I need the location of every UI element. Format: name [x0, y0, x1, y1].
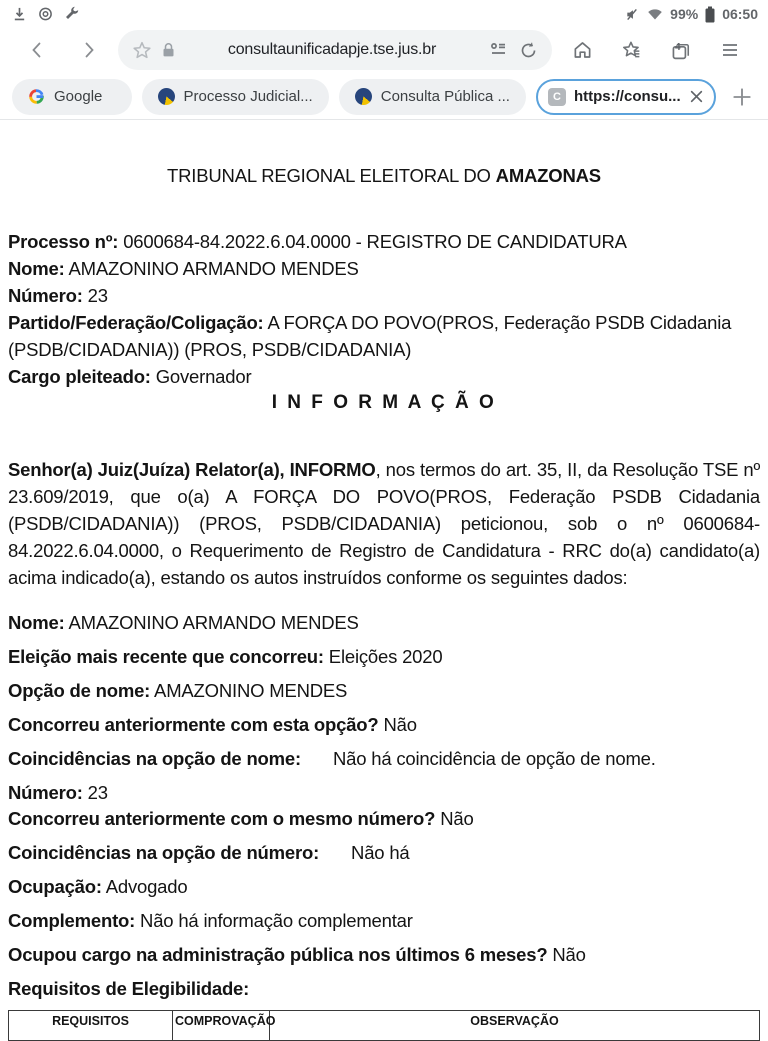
download-icon	[12, 6, 27, 22]
tab-label: https://consu...	[573, 88, 681, 105]
tab-consulta-publica[interactable]	[339, 79, 526, 115]
c-favicon: C	[548, 88, 566, 106]
process-header	[8, 228, 760, 390]
browser-toolbar	[0, 26, 768, 74]
field-cargo: Cargo pleiteado: Governador	[8, 366, 252, 387]
wrench-icon	[64, 6, 80, 22]
field-processo: Processo nº: 0600684-84.2022.6.04.0000 - REGISTRO DE CANDIDATURA	[8, 231, 627, 252]
battery-percent: 99%	[670, 6, 699, 22]
tab-count-badge: 4	[675, 42, 681, 53]
detail-coincidencias-numero: Coincidências na opção de número: Não há	[8, 841, 410, 863]
field-numero: Número: 23	[8, 285, 108, 306]
field-partido: Partido/Federação/Coligação: A FORÇA DO POVO(PROS, Federação PSDB Cidadania (PSDB/CIDADANIA)) (PROS, PSDB/CIDADANIA)	[8, 312, 732, 360]
candidate-details	[8, 610, 760, 1002]
tab-bar	[0, 74, 768, 120]
wifi-icon	[647, 7, 663, 21]
web-page[interactable]	[0, 164, 768, 1041]
address-bar[interactable]	[118, 30, 552, 70]
new-tab-button[interactable]	[728, 79, 756, 115]
detail-numero: Número: 23	[8, 781, 108, 803]
lock-icon[interactable]	[162, 42, 175, 58]
close-tab-icon[interactable]	[689, 89, 704, 104]
document-title: TRIBUNAL REGIONAL ELEITORAL DO AMAZONAS	[167, 165, 601, 186]
detail-concorreu-opcao: Concorreu anteriormente com esta opção? Não	[8, 713, 417, 735]
battery-icon	[705, 6, 715, 23]
back-button[interactable]	[14, 30, 60, 70]
col-observacao: OBSERVAÇÃO	[270, 1010, 760, 1040]
forward-button[interactable]	[66, 30, 112, 70]
tab-label: Consulta Pública ...	[380, 88, 510, 105]
table-header-row	[9, 1010, 760, 1040]
bookmarks-button[interactable]	[607, 30, 656, 70]
clock-text: 06:50	[722, 6, 758, 22]
tabs-button[interactable]	[656, 30, 705, 70]
section-heading: I N F O R M A Ç Ã O	[271, 392, 497, 413]
data-saver-icon	[38, 6, 53, 22]
detail-ocupacao: Ocupação: Advogado	[8, 875, 188, 897]
tab-label: Processo Judicial...	[183, 88, 313, 105]
detail-concorreu-numero: Concorreu anteriormente com o mesmo número? Não	[8, 807, 474, 829]
mute-icon	[624, 7, 640, 22]
pje-favicon	[355, 88, 372, 105]
detail-requisitos-heading: Requisitos de Elegibilidade:	[8, 977, 250, 999]
reader-mode-icon[interactable]	[489, 41, 509, 59]
url-text[interactable]: consultaunificadapje.tse.jus.br	[227, 41, 437, 58]
col-requisitos: REQUISITOS	[9, 1010, 173, 1040]
col-comprovacao: COMPROVAÇÃO	[173, 1010, 270, 1040]
tab-active-consulta[interactable]	[536, 79, 716, 115]
info-paragraph: Senhor(a) Juiz(Juíza) Relator(a), INFORMO, nos termos do art. 35, II, da Resolução TSE nº 23.609/2019, que o(a) A FORÇA DO POVO(PROS, Federação PSDB Cidadania (PSDB/CIDADANIA)) (PROS, PSDB/CIDADANIA) peticionou, sob o nº 0600684-84.2022.6.04.0000, o Requerimento de Registro de Candidatura - RRC do(a) candidato(a) acima indicado(a), estando os autos instruídos conforme os seguintes dados:	[8, 459, 761, 588]
detail-opcao-nome: Opção de nome: AMAZONINO MENDES	[8, 679, 348, 701]
home-button[interactable]	[558, 30, 607, 70]
detail-ocupou-cargo: Ocupou cargo na administração pública nos últimos 6 meses? Não	[8, 943, 586, 965]
tab-google[interactable]	[12, 79, 132, 115]
google-favicon	[28, 88, 45, 105]
status-bar	[0, 0, 768, 26]
refresh-icon[interactable]	[519, 41, 538, 60]
menu-button[interactable]	[705, 30, 754, 70]
requisitos-table	[8, 1010, 760, 1041]
detail-coincidencias-nome: Coincidências na opção de nome: Não há coincidência de opção de nome.	[8, 747, 656, 769]
tab-processo-judicial[interactable]	[142, 79, 329, 115]
detail-nome: Nome: AMAZONINO ARMANDO MENDES	[8, 611, 359, 633]
pje-favicon	[158, 88, 175, 105]
detail-complemento: Complemento: Não há informação complementar	[8, 909, 413, 931]
detail-eleicao-recente: Eleição mais recente que concorreu: Eleições 2020	[8, 645, 443, 667]
tab-label: Google	[54, 88, 103, 105]
bookmark-star-icon[interactable]	[132, 41, 152, 60]
field-nome: Nome: AMAZONINO ARMANDO MENDES	[8, 258, 359, 279]
